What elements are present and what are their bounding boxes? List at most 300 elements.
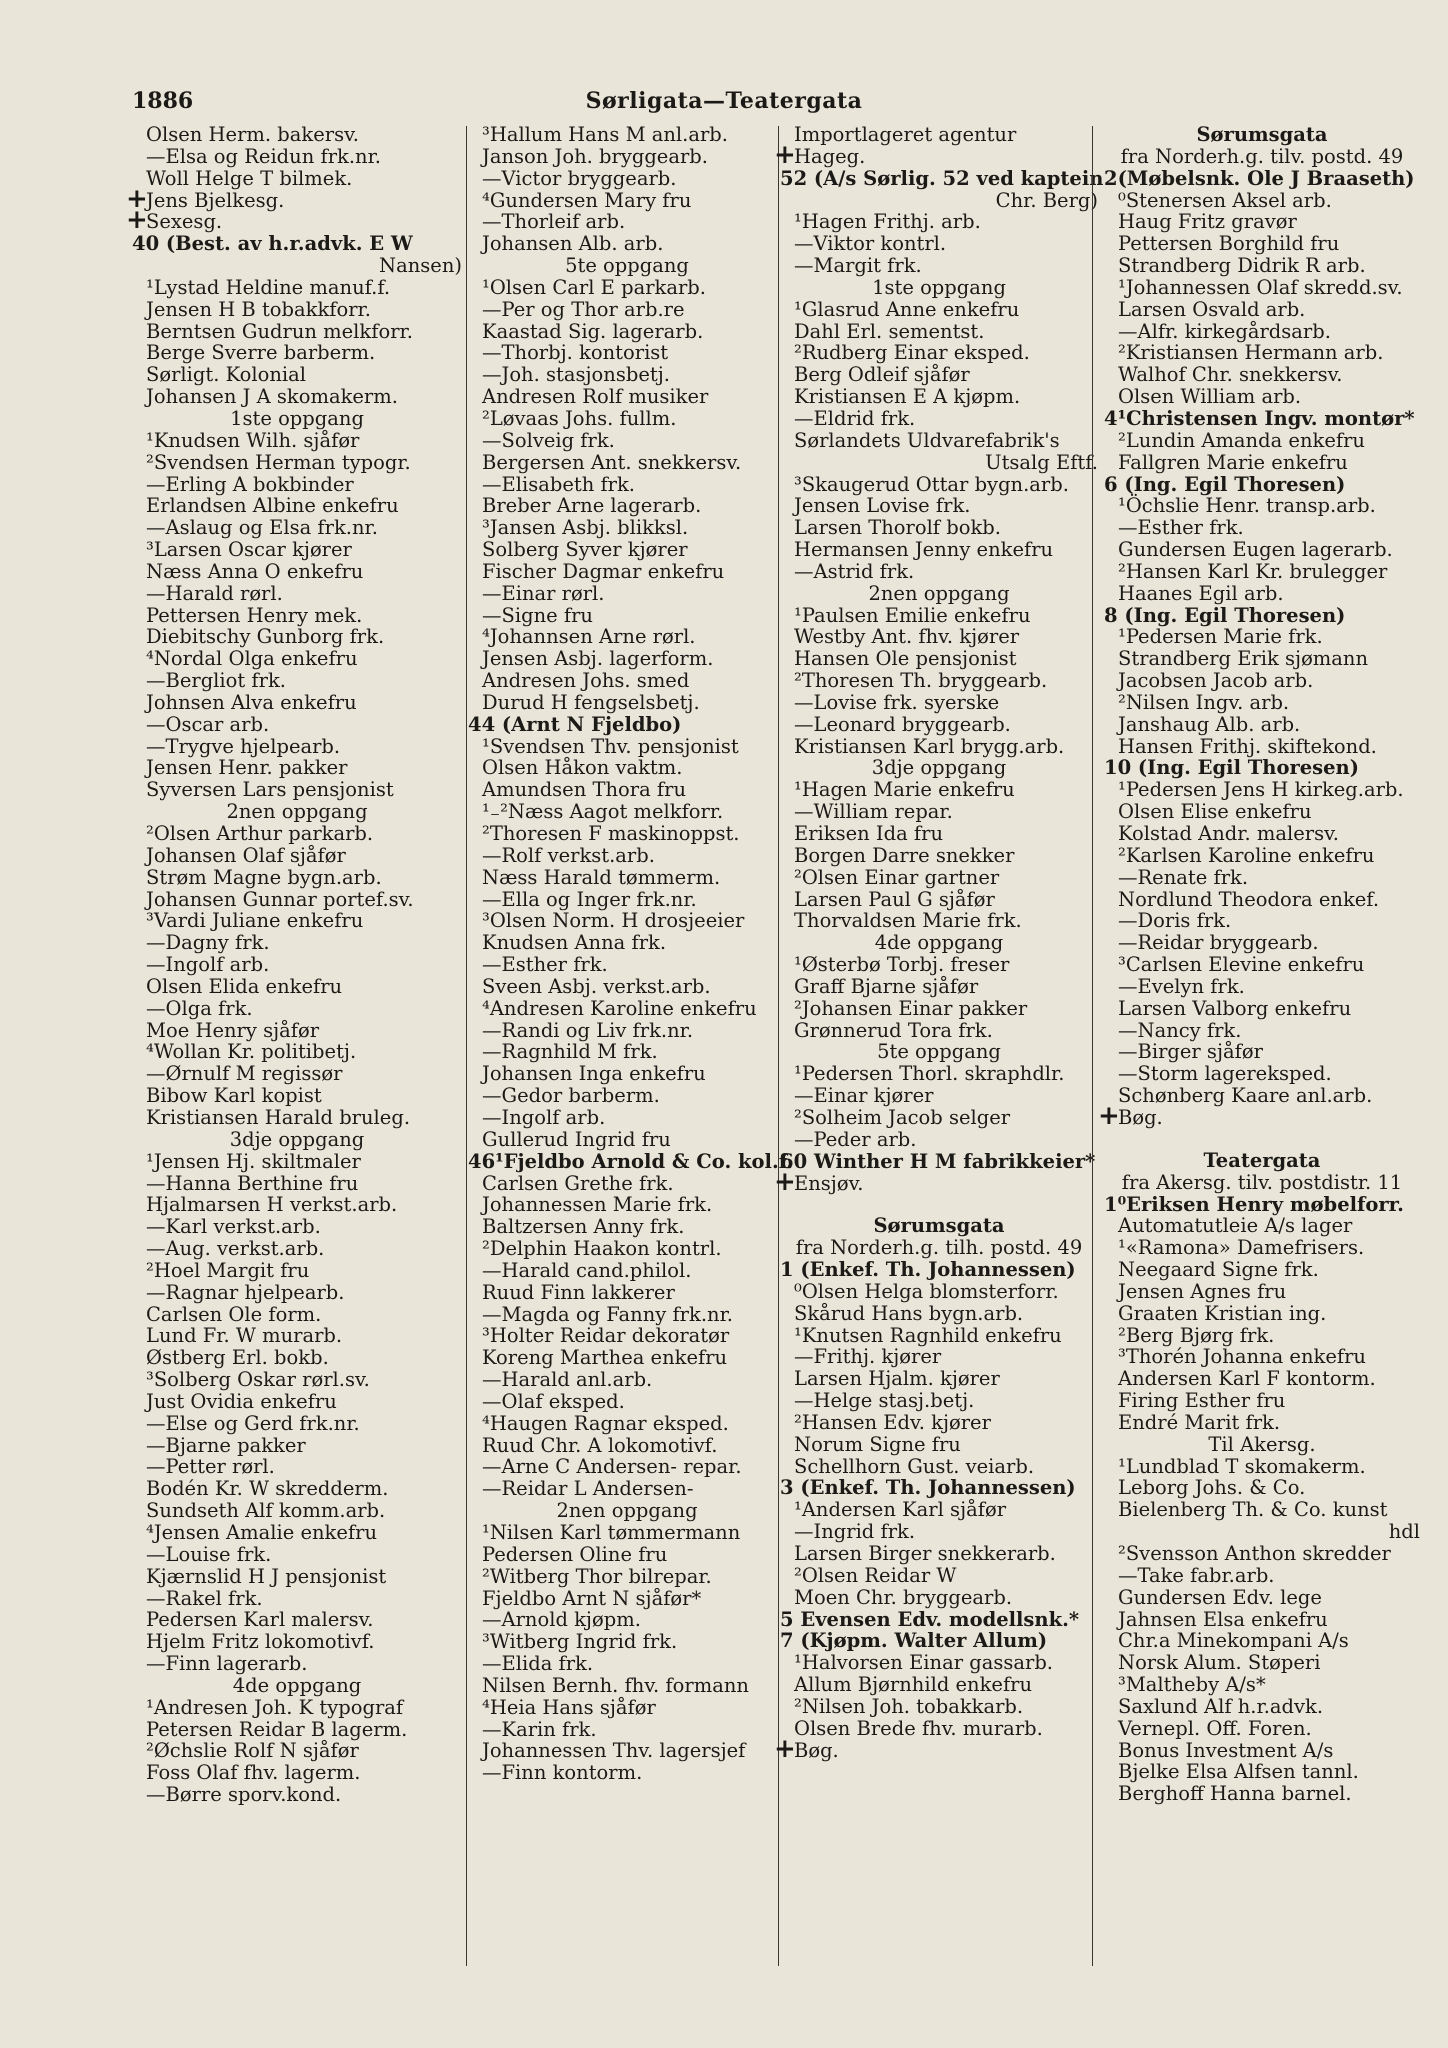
listing-line: Pedersen Oline fru bbox=[482, 1542, 668, 1566]
listing-line: Næss Anna O enkefru bbox=[146, 559, 364, 583]
street-heading: Sørumsgata bbox=[1196, 123, 1328, 146]
listing-line: Pedersen Karl malersv. bbox=[146, 1608, 374, 1632]
listing-line: Amundsen Thora fru bbox=[482, 778, 687, 802]
section-label: 3dje oppgang bbox=[871, 756, 1007, 780]
listing-line: —Joh. stasjonsbetj. bbox=[482, 363, 670, 387]
listing-line: Johansen J A skomakerm. bbox=[146, 385, 398, 409]
cross-street: + Hageg. bbox=[780, 146, 1098, 168]
listing-line: ³Larsen Oscar kjører bbox=[146, 538, 352, 562]
listing-line: Carlsen Grethe frk. bbox=[482, 1171, 674, 1195]
listing-line: Saxlund Alf h.r.advk. bbox=[1118, 1694, 1324, 1718]
listing-line: —Reidar L Andersen- bbox=[482, 1477, 694, 1501]
listing-line: Larsen Hjalm. kjører bbox=[794, 1367, 1000, 1391]
listing-line: Norsk Alum. Støperi bbox=[1118, 1651, 1321, 1675]
listing-line: Baltzersen Anny frk. bbox=[482, 1215, 685, 1239]
listing-line: —Take fabr.arb. bbox=[1118, 1563, 1275, 1587]
listing-line: Hansen Frithj. skiftekond. bbox=[1118, 734, 1377, 758]
listing-line: Fischer Dagmar enkefru bbox=[482, 559, 725, 583]
listing-line: Leborg Johs. & Co. bbox=[1118, 1476, 1306, 1500]
listing-line: Fjeldbo Arnt N sjåfør* bbox=[482, 1586, 702, 1610]
section-label: fra Norderh.g. tilh. postd. 49 bbox=[795, 1236, 1083, 1260]
listing-line: Diebitschy Gunborg frk. bbox=[146, 625, 385, 649]
listing-line: ³Hallum Hans M anl.arb. bbox=[482, 123, 728, 146]
listing-line: —Eldrid frk. bbox=[794, 406, 916, 430]
listing-line: Haanes Egil arb. bbox=[1118, 581, 1284, 605]
listing-line: Jensen Lovise frk. bbox=[794, 494, 971, 518]
listing-line: ¹Svendsen Thv. pensjonist bbox=[482, 734, 739, 758]
listing-line: ¹Paulsen Emilie enkefru bbox=[794, 603, 1031, 627]
building-entry: 40 (Best. av h.r.advk. E W bbox=[132, 232, 413, 256]
section-label: 5te oppgang bbox=[565, 254, 689, 278]
listing-line: —Bergliot frk. bbox=[146, 669, 286, 693]
listing-line: —Ragnar hjelpearb. bbox=[146, 1280, 345, 1304]
listing-line: ³Skaugerud Ottar bygn.arb. bbox=[794, 472, 1069, 496]
listing-line: Janshaug Alb. arb. bbox=[1118, 712, 1301, 736]
column-3 bbox=[780, 123, 1104, 1762]
listing-line: —Finn kontorm. bbox=[482, 1761, 643, 1785]
listing-line: —Erling A bokbinder bbox=[146, 472, 354, 496]
building-entry: 46¹Fjeldbo Arnold & Co. kol.f. bbox=[468, 1149, 794, 1173]
listing-line: —Leonard bryggearb. bbox=[794, 712, 1011, 736]
building-entry: 7 (Kjøpm. Walter Allum) bbox=[780, 1629, 1048, 1653]
listing-line: Berghoff Hanna barnel. bbox=[1118, 1782, 1352, 1806]
listing-line: ¹«Ramona» Damefrisers. bbox=[1118, 1236, 1365, 1260]
listing-line: —Elisabeth frk. bbox=[482, 472, 636, 496]
listing-line: Graff Bjarne sjåfør bbox=[794, 974, 979, 998]
listing-line: Berntsen Gudrun melkforr. bbox=[146, 319, 413, 343]
listing-line: Graaten Kristian ing. bbox=[1118, 1301, 1327, 1325]
listing-line: Jensen H B tobakkforr. bbox=[146, 297, 371, 321]
listing-line: Berge Sverre barberm. bbox=[146, 341, 376, 365]
page-number: 1886 bbox=[132, 88, 194, 114]
listing-line: ¹Lundblad T skomakerm. bbox=[1118, 1454, 1366, 1478]
listing-line: ⁴Nordal Olga enkefru bbox=[146, 647, 358, 671]
cross-street: + Ensjøv. bbox=[780, 1173, 1098, 1195]
listing-line: —Solveig frk. bbox=[482, 428, 615, 452]
listing-line: ²Olsen Reidar W bbox=[794, 1563, 957, 1587]
section-label: Til Akersg. bbox=[1208, 1432, 1316, 1456]
listing-line: ²Olsen Einar gartner bbox=[794, 865, 1000, 889]
listing-line: ¹Olsen Carl E parkarb. bbox=[482, 275, 706, 299]
listing-line: —Lovise frk. syerske bbox=[794, 690, 1000, 714]
listing-line: ¹Glasrud Anne enkefru bbox=[794, 297, 1020, 321]
page-title: Sørligata—Teatergata bbox=[585, 88, 863, 114]
listing-line: ²Hoel Margit fru bbox=[146, 1258, 310, 1282]
listing-line: —Elsa og Reidun frk.nr. bbox=[146, 144, 381, 168]
listing-line: —Frithj. kjører bbox=[794, 1345, 942, 1369]
listing-line: Vernepl. Off. Foren. bbox=[1118, 1716, 1312, 1740]
listing-line: —Viktor kontrl. bbox=[794, 232, 947, 256]
listing-line: Knudsen Anna frk. bbox=[482, 931, 667, 955]
listing-line: Bibow Karl kopist bbox=[146, 1084, 322, 1108]
listing-line: ¹Pedersen Jens H kirkeg.arb. bbox=[1118, 778, 1404, 802]
listing-line: Solberg Syver kjører bbox=[482, 538, 688, 562]
listing-line: Borgen Darre snekker bbox=[794, 843, 1015, 867]
listing-line: —Petter rørl. bbox=[146, 1455, 275, 1479]
listing-line: ²Løvaas Johs. fullm. bbox=[482, 406, 677, 430]
building-entry: 1 (Enkef. Th. Johannessen) bbox=[780, 1258, 1076, 1282]
listing-line: ²Thoresen Th. bryggearb. bbox=[794, 669, 1048, 693]
listing-line: Thorvaldsen Marie frk. bbox=[794, 909, 1022, 933]
listing-line: —Karl verkst.arb. bbox=[146, 1215, 321, 1239]
listing-line: ¹Østerbø Torbj. freser bbox=[794, 953, 1010, 977]
listing-line: Utsalg Eftf. bbox=[985, 450, 1098, 474]
listing-line: Larsen Valborg enkefru bbox=[1118, 996, 1352, 1020]
section-label: 1ste oppgang bbox=[230, 406, 364, 430]
listing-line: ¹Johannessen Olaf skredd.sv. bbox=[1118, 275, 1403, 299]
listing-line: —Per og Thor arb.re bbox=[482, 297, 685, 321]
listing-line: —Harald rørl. bbox=[146, 581, 283, 605]
section-label: 4de oppgang bbox=[874, 931, 1004, 955]
listing-line: —Trygve hjelpearb. bbox=[146, 734, 341, 758]
listing-line: —Reidar bryggearb. bbox=[1118, 931, 1319, 955]
section-label: 4de oppgang bbox=[232, 1673, 362, 1697]
listing-line: Westby Ant. fhv. kjører bbox=[794, 625, 1020, 649]
listing-line: —Victor bryggearb. bbox=[482, 166, 677, 190]
listing-line: Chr.a Minekompani A/s bbox=[1118, 1629, 1349, 1653]
cross-street: + Bøg. bbox=[780, 1740, 1098, 1762]
listing-line: hdl bbox=[1388, 1520, 1420, 1544]
listing-line: ¹Nilsen Karl tømmermann bbox=[482, 1521, 741, 1544]
listing-line: Nansen) bbox=[379, 254, 462, 278]
section-label: 3dje oppgang bbox=[229, 1127, 365, 1151]
listing-line: Foss Olaf fhv. lagerm. bbox=[146, 1761, 361, 1785]
listing-line: Kolstad Andr. malersv. bbox=[1118, 822, 1339, 845]
listing-line: ¹Pedersen Marie frk. bbox=[1118, 625, 1323, 649]
building-entry: 3 (Enkef. Th. Johannessen) bbox=[780, 1476, 1076, 1500]
listing-line: Johnsen Alva enkefru bbox=[146, 690, 357, 714]
listing-line: Koreng Marthea enkefru bbox=[482, 1346, 728, 1370]
listing-line: —Harald cand.philol. bbox=[482, 1258, 692, 1282]
listing-line: ¹Halvorsen Einar gassarb. bbox=[794, 1651, 1053, 1675]
building-entry: 6 (Ing. Egil Thoresen) bbox=[1104, 472, 1346, 496]
cross-street: + Jens Bjelkesg. bbox=[132, 190, 462, 212]
listing-line: Fallgren Marie enkefru bbox=[1118, 450, 1348, 474]
listing-line: —Dagny frk. bbox=[146, 931, 270, 955]
listing-line: Strandberg Didrik R arb. bbox=[1118, 254, 1366, 278]
listing-line: —Olga frk. bbox=[146, 996, 253, 1020]
street-heading: Sørumsgata bbox=[873, 1214, 1005, 1238]
listing-line: —Bjarne pakker bbox=[146, 1433, 306, 1457]
listing-line: Strøm Magne bygn.arb. bbox=[146, 865, 382, 889]
listing-line: Olsen Elida enkefru bbox=[146, 974, 343, 998]
listing-line: Lund Fr. W murarb. bbox=[146, 1324, 343, 1348]
section-label: 5te oppgang bbox=[877, 1040, 1001, 1064]
listing-line: ⁴Jensen Amalie enkefru bbox=[146, 1521, 378, 1544]
listing-line: ²Lundin Amanda enkefru bbox=[1118, 428, 1365, 452]
listing-line: Larsen Osvald arb. bbox=[1118, 297, 1306, 321]
listing-line: Andersen Karl F kontorm. bbox=[1118, 1367, 1376, 1391]
listing-line: Ruud Finn lakkerer bbox=[482, 1280, 675, 1304]
listing-line: —Evelyn frk. bbox=[1118, 974, 1245, 998]
section-label: 2nen oppgang bbox=[556, 1499, 698, 1523]
listing-line: ⁴Haugen Ragnar eksped. bbox=[482, 1411, 729, 1435]
listing-line: —Karin frk. bbox=[482, 1717, 597, 1741]
listing-line: ¹Lystad Heldine manuf.f. bbox=[146, 275, 391, 299]
column-divider bbox=[778, 126, 779, 1966]
listing-line: —Esther frk. bbox=[1118, 516, 1244, 540]
column-divider bbox=[466, 126, 467, 1966]
listing-line: Strandberg Erik sjømann bbox=[1118, 647, 1369, 671]
listing-line: —Ingolf arb. bbox=[146, 953, 270, 977]
listing-line: Kristiansen Harald bruleg. bbox=[146, 1105, 411, 1129]
listing-line: —Nancy frk. bbox=[1118, 1018, 1242, 1042]
listing-line: —Børre sporv.kond. bbox=[146, 1783, 342, 1807]
listing-line: ¹Hagen Marie enkefru bbox=[794, 778, 1015, 802]
listing-line: Neegaard Signe frk. bbox=[1118, 1258, 1319, 1282]
listing-line: Syversen Lars pensjonist bbox=[146, 778, 394, 802]
listing-line: ²Hansen Karl Kr. brulegger bbox=[1118, 559, 1388, 583]
listing-line: Sørlandets Uldvarefabrik's bbox=[794, 428, 1060, 452]
listing-line: —Arne C Andersen- repar. bbox=[482, 1455, 742, 1479]
listing-line: Johansen Gunnar portef.sv. bbox=[146, 887, 414, 911]
listing-line: —Doris frk. bbox=[1118, 909, 1232, 933]
listing-line: ³Jansen Asbj. blikksl. bbox=[482, 516, 689, 540]
listing-line: Dahl Erl. sementst. bbox=[794, 319, 985, 343]
listing-line: —Storm lagereksped. bbox=[1118, 1062, 1332, 1086]
listing-line: ²Kristiansen Hermann arb. bbox=[1118, 341, 1384, 365]
listing-line: ⁰Olsen Helga blomsterforr. bbox=[794, 1279, 1059, 1303]
listing-line: —Else og Gerd frk.nr. bbox=[146, 1411, 360, 1435]
listing-line: Allum Bjørnhild enkefru bbox=[794, 1673, 1033, 1697]
listing-line: Walhof Chr. snekkersv. bbox=[1118, 363, 1343, 387]
listing-line: —Ørnulf M regissør bbox=[146, 1062, 343, 1086]
column-divider bbox=[1092, 126, 1093, 1966]
street-heading: Teatergata bbox=[1203, 1148, 1321, 1172]
listing-line: Jensen Agnes fru bbox=[1118, 1279, 1287, 1303]
listing-line: Bielenberg Th. & Co. kunst bbox=[1118, 1498, 1388, 1522]
listing-line: Johansen Alb. arb. bbox=[482, 232, 664, 256]
listing-line: Johansen Olaf sjåfør bbox=[146, 843, 346, 867]
listing-line: ²Nilsen Ingv. arb. bbox=[1118, 690, 1290, 714]
listing-line: Schønberg Kaare anl.arb. bbox=[1118, 1084, 1373, 1108]
listing-line: Firing Esther fru bbox=[1118, 1389, 1286, 1413]
listing-line: Ruud Chr. A lokomotivf. bbox=[482, 1433, 718, 1457]
building-entry: 10 (Ing. Egil Thoresen) bbox=[1104, 756, 1359, 780]
listing-line: Olsen Håkon vaktm. bbox=[482, 756, 683, 780]
spacer bbox=[1104, 1129, 1420, 1150]
listing-line: Gundersen Edv. lege bbox=[1118, 1585, 1322, 1609]
column-4 bbox=[1104, 124, 1420, 1805]
listing-line: —Oscar arb. bbox=[146, 712, 270, 736]
listing-line: Erlandsen Albine enkefru bbox=[146, 494, 399, 518]
listing-line: Schellhorn Gust. veiarb. bbox=[794, 1454, 1035, 1478]
listing-line: Bonus Investment A/s bbox=[1118, 1738, 1334, 1762]
listing-line: ¹₋²Næss Aagot melkforr. bbox=[482, 800, 724, 824]
listing-line: Jacobsen Jacob arb. bbox=[1118, 669, 1314, 693]
building-entry: 60 Winther H M fabrikkeier* bbox=[780, 1149, 1096, 1173]
listing-line: Carlsen Ole form. bbox=[146, 1302, 322, 1326]
listing-line: Jensen Henr. pakker bbox=[146, 756, 348, 780]
listing-line: Sørligt. Kolonial bbox=[146, 363, 307, 387]
listing-line: Eriksen Ida fru bbox=[794, 822, 944, 845]
listing-line: Skårud Hans bygn.arb. bbox=[794, 1301, 1024, 1325]
listing-line: Larsen Thorolf bokb. bbox=[794, 516, 1001, 540]
listing-line: —Finn lagerarb. bbox=[146, 1652, 308, 1676]
listing-line: ³Carlsen Elevine enkefru bbox=[1118, 953, 1365, 977]
listing-line: ²Johansen Einar pakker bbox=[794, 996, 1028, 1020]
listing-line: —Helge stasj.betj. bbox=[794, 1389, 975, 1413]
listing-line: —Renate frk. bbox=[1118, 865, 1249, 889]
listing-line: ²Delphin Haakon kontrl. bbox=[482, 1237, 722, 1261]
listing-line: Automatutleie A/s lager bbox=[1118, 1214, 1353, 1238]
listing-line: ³Holter Reidar dekoratør bbox=[482, 1324, 730, 1348]
listing-line: ¹Pedersen Thorl. skraphdlr. bbox=[794, 1062, 1065, 1086]
listing-line: —Ragnhild M frk. bbox=[482, 1040, 658, 1064]
listing-line: —Esther frk. bbox=[482, 953, 608, 977]
listing-line: ⁰Stenersen Aksel arb. bbox=[1118, 188, 1332, 212]
listing-line: —Signe fru bbox=[482, 603, 593, 627]
listing-line: Sundseth Alf komm.arb. bbox=[146, 1499, 386, 1523]
listing-line: ⁴Gundersen Mary fru bbox=[482, 188, 692, 212]
listing-line: Andresen Rolf musiker bbox=[482, 385, 709, 409]
listing-line: —Hanna Berthine fru bbox=[146, 1171, 359, 1195]
listing-line: Norum Signe fru bbox=[794, 1432, 961, 1456]
section-label: 2nen oppgang bbox=[226, 800, 368, 824]
listing-line: Hjelm Fritz lokomotivf. bbox=[146, 1630, 375, 1654]
listing-line: Importlageret agentur bbox=[794, 123, 1017, 146]
listing-line: ²Svendsen Herman typogr. bbox=[146, 450, 411, 474]
listing-line: —Arnold kjøpm. bbox=[482, 1608, 641, 1632]
listing-line: ³Olsen Norm. H drosjeeier bbox=[482, 909, 745, 933]
listing-line: —Ella og Inger frk.nr. bbox=[482, 887, 697, 911]
column-1 bbox=[132, 124, 462, 1806]
listing-line: ³Vardi Juliane enkefru bbox=[146, 909, 364, 933]
listing-line: ²Hansen Edv. kjører bbox=[794, 1410, 991, 1434]
listing-line: ¹Jensen Hj. skiltmaler bbox=[146, 1149, 361, 1173]
listing-line: Andresen Johs. smed bbox=[482, 669, 690, 693]
listing-line: ⁴Andresen Karoline enkefru bbox=[482, 996, 757, 1020]
listing-line: ³Maltheby A/s* bbox=[1118, 1673, 1266, 1697]
building-entry: 52 (A/s Sørlig. 52 ved kaptein bbox=[780, 166, 1104, 190]
listing-line: ²Karlsen Karoline enkefru bbox=[1118, 843, 1375, 867]
building-entry: 8 (Ing. Egil Thoresen) bbox=[1104, 603, 1346, 627]
listing-line: Hansen Ole pensjonist bbox=[794, 647, 1017, 671]
listing-line: —Thorbj. kontorist bbox=[482, 341, 669, 365]
building-entry: 2(Møbelsnk. Ole J Braaseth) bbox=[1104, 166, 1415, 190]
listing-line: ²Nilsen Joh. tobakkarb. bbox=[794, 1694, 1024, 1718]
listing-line: ³Thorén Johanna enkefru bbox=[1118, 1345, 1366, 1369]
listing-line: —William repar. bbox=[794, 800, 953, 824]
listing-line: —Rolf verkst.arb. bbox=[482, 843, 655, 867]
listing-line: ¹Andersen Karl sjåfør bbox=[794, 1498, 1007, 1522]
listing-line: Hermansen Jenny enkefru bbox=[794, 538, 1054, 562]
listing-line: ⁴Johannsen Arne rørl. bbox=[482, 625, 696, 649]
building-entry: 1⁰Eriksen Henry møbelforr. bbox=[1104, 1192, 1404, 1216]
listing-line: —Aug. verkst.arb. bbox=[146, 1237, 325, 1261]
listing-line: ⁴Heia Hans sjåfør bbox=[482, 1695, 656, 1719]
listing-line: Sveen Asbj. verkst.arb. bbox=[482, 974, 711, 998]
listing-line: ¹Andresen Joh. K typograf bbox=[146, 1695, 404, 1719]
listing-line: Janson Joh. bryggearb. bbox=[482, 144, 708, 168]
listing-line: Bodén Kr. W skredderm. bbox=[146, 1477, 389, 1501]
listing-line: —Harald anl.arb. bbox=[482, 1368, 653, 1392]
cross-street: + Sexesg. bbox=[132, 211, 462, 233]
listing-line: Gundersen Eugen lagerarb. bbox=[1118, 538, 1393, 562]
listing-line: ³Solberg Oskar rørl.sv. bbox=[146, 1368, 370, 1392]
listing-line: —Einar kjører bbox=[794, 1084, 934, 1108]
section-label: 1ste oppgang bbox=[872, 275, 1006, 299]
listing-line: ¹Knutsen Ragnhild enkefru bbox=[794, 1323, 1062, 1347]
listing-line: Olsen Elise enkefru bbox=[1118, 800, 1312, 824]
listing-line: —Ingolf arb. bbox=[482, 1105, 606, 1129]
listing-line: Moe Henry sjåfør bbox=[146, 1018, 320, 1042]
listing-line: ²Witberg Thor bilrepar. bbox=[482, 1564, 712, 1588]
listing-line: ¹Öchslie Henr. transp.arb. bbox=[1118, 494, 1376, 518]
listing-line: Pettersen Borghild fru bbox=[1118, 232, 1340, 256]
listing-line: —Rakel frk. bbox=[146, 1586, 263, 1610]
listing-line: Bergersen Ant. snekkersv. bbox=[482, 450, 742, 474]
listing-line: Just Ovidia enkefru bbox=[146, 1389, 337, 1413]
listing-line: Bjelke Elsa Alfsen tannl. bbox=[1118, 1760, 1359, 1784]
listing-line: Kaastad Sig. lagerarb. bbox=[482, 319, 704, 343]
listing-line: ²Olsen Arthur parkarb. bbox=[146, 822, 374, 845]
listing-line: Johannessen Thv. lagersjef bbox=[482, 1739, 746, 1763]
listing-line: Larsen Paul G sjåfør bbox=[794, 887, 995, 911]
listing-line: Johannessen Marie frk. bbox=[482, 1193, 713, 1217]
building-entry: 5 Evensen Edv. modellsnk.* bbox=[780, 1607, 1080, 1631]
listing-line: Grønnerud Tora frk. bbox=[794, 1018, 993, 1042]
listing-line: ²Solheim Jacob selger bbox=[794, 1105, 1011, 1129]
listing-line: Breber Arne lagerarb. bbox=[482, 494, 702, 518]
listing-line: Haug Fritz gravør bbox=[1118, 210, 1297, 234]
listing-line: ²Rudberg Einar eksped. bbox=[794, 341, 1030, 365]
listing-line: —Magda og Fanny frk.nr. bbox=[482, 1302, 733, 1326]
listing-line: —Birger sjåfør bbox=[1118, 1040, 1263, 1064]
listing-line: ³Witberg Ingrid frk. bbox=[482, 1630, 678, 1654]
listing-line: Chr. Berg) bbox=[995, 188, 1098, 212]
listing-line: Næss Harald tømmerm. bbox=[482, 865, 721, 889]
listing-line: Olsen Herm. bakersv. bbox=[146, 123, 359, 146]
listing-line: Durud H fengselsbetj. bbox=[482, 690, 700, 714]
listing-line: Johansen Inga enkefru bbox=[482, 1062, 706, 1086]
section-label: fra Akersg. tilv. postdistr. 11 bbox=[1121, 1170, 1403, 1194]
listing-line: —Peder arb. bbox=[794, 1127, 917, 1151]
section-label: fra Norderh.g. tilv. postd. 49 bbox=[1120, 144, 1404, 168]
listing-line: ⁴Wollan Kr. politibetj. bbox=[146, 1040, 357, 1064]
listing-line: Olsen William arb. bbox=[1118, 385, 1302, 409]
listing-line: Nordlund Theodora enkef. bbox=[1118, 887, 1380, 911]
listing-line: Nilsen Bernh. fhv. formann bbox=[482, 1673, 749, 1697]
listing-line: Kjærnslid H J pensjonist bbox=[146, 1564, 387, 1588]
listing-line: Petersen Reidar B lagerm. bbox=[146, 1717, 408, 1741]
listing-line: ²Svensson Anthon skredder bbox=[1118, 1542, 1391, 1565]
listing-line: —Elida frk. bbox=[482, 1652, 594, 1676]
spacer bbox=[780, 1194, 1098, 1215]
section-label: 2nen oppgang bbox=[868, 581, 1010, 605]
listing-line: Kristiansen E A kjøpm. bbox=[794, 385, 1021, 409]
listing-line: —Aslaug og Elsa frk.nr. bbox=[146, 516, 378, 540]
listing-line: —Randi og Liv frk.nr. bbox=[482, 1018, 694, 1042]
column-2 bbox=[468, 123, 794, 1785]
listing-line: —Thorleif arb. bbox=[482, 210, 626, 234]
building-entry: 44 (Arnt N Fjeldbo) bbox=[468, 712, 682, 736]
listing-line: ²Thoresen F maskinoppst. bbox=[482, 822, 740, 845]
listing-line: —Margit frk. bbox=[794, 254, 922, 278]
listing-line: —Alfr. kirkegårdsarb. bbox=[1118, 319, 1331, 343]
listing-line: Woll Helge T bilmek. bbox=[146, 166, 353, 190]
listing-line: Moen Chr. bryggearb. bbox=[794, 1585, 1013, 1609]
listing-line: Østberg Erl. bokb. bbox=[146, 1346, 329, 1370]
listing-line: Larsen Birger snekkerarb. bbox=[794, 1542, 1056, 1565]
listing-line: —Louise frk. bbox=[146, 1542, 272, 1566]
listing-line: Hjalmarsen H verkst.arb. bbox=[146, 1193, 398, 1217]
listing-line: ²Øchslie Rolf N sjåfør bbox=[146, 1739, 359, 1763]
listing-line: —Ingrid frk. bbox=[794, 1520, 916, 1544]
listing-line: Gullerud Ingrid fru bbox=[482, 1127, 671, 1151]
listing-line: Endré Marit frk. bbox=[1118, 1410, 1281, 1434]
cross-street: + Bøg. bbox=[1104, 1107, 1420, 1129]
